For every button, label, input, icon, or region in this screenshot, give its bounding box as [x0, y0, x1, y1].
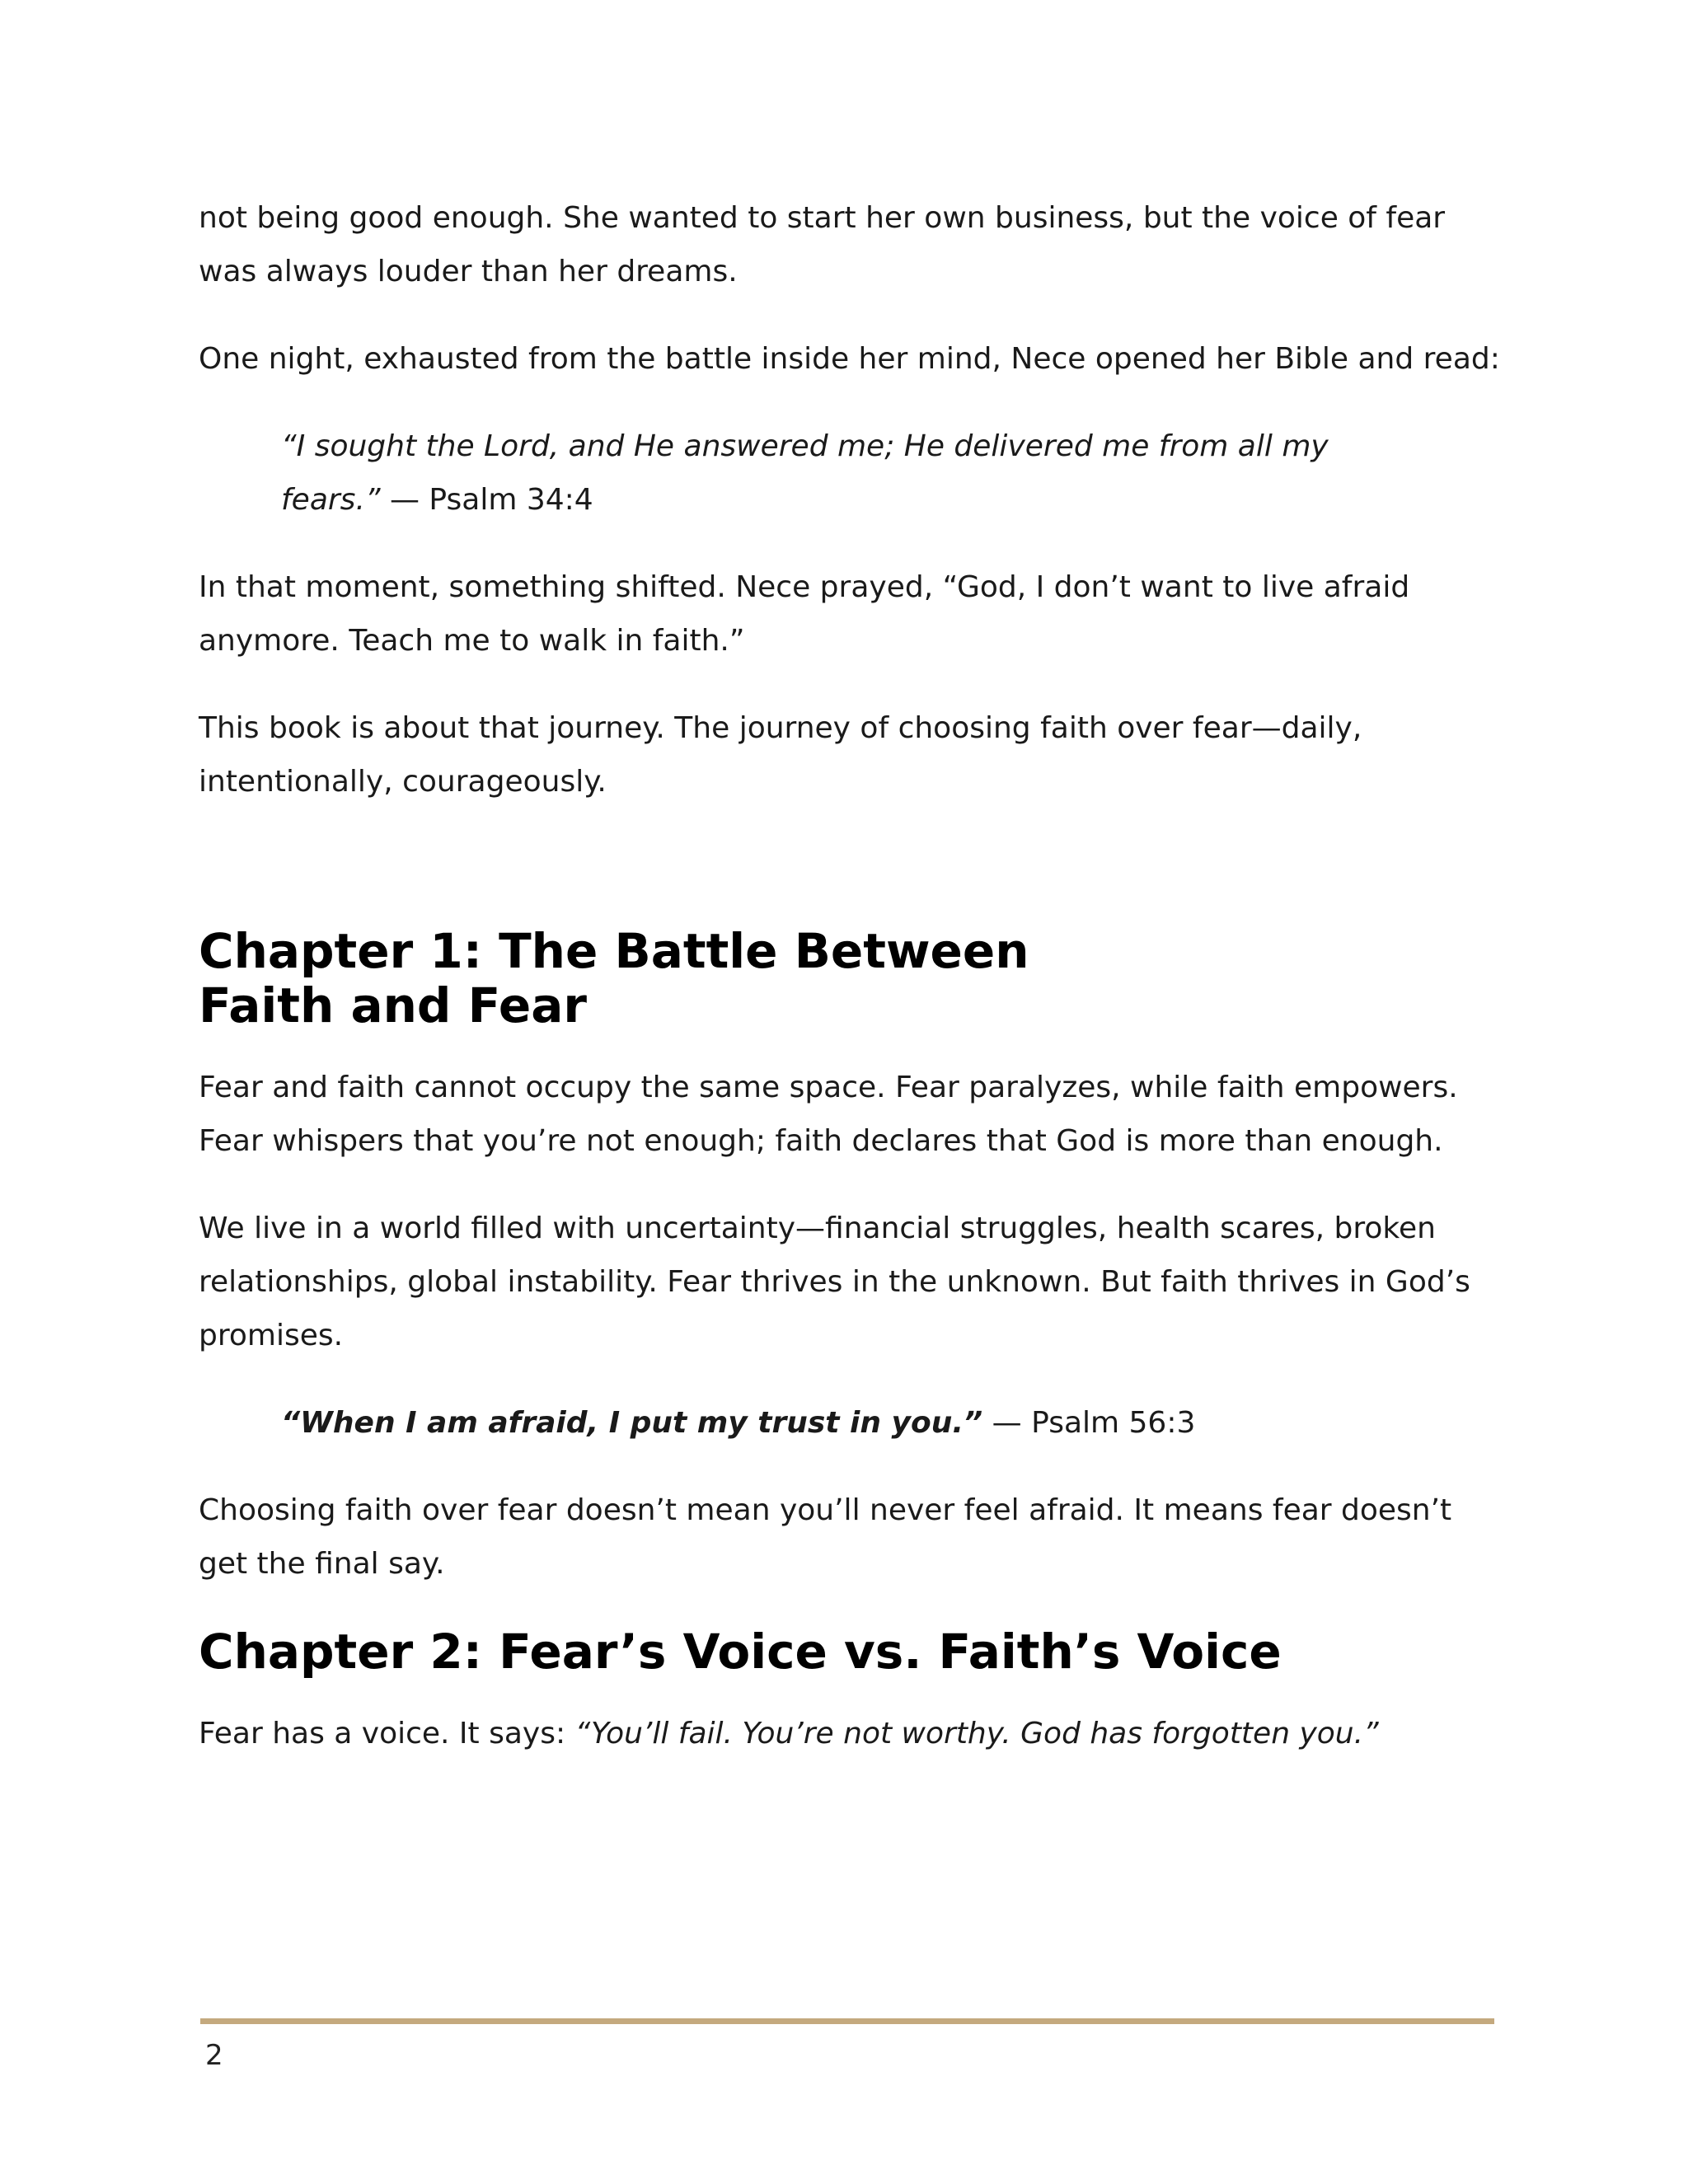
paragraph-prayer: In that moment, something shifted. Nece prayed, “God, I don’t want to live afraid anymore. Teach me to walk in faith.”: [199, 570, 1410, 658]
scripture-quote-text: “I sought the Lord, and He answered me; He delivered me from all my fears.”: [281, 429, 1329, 517]
chapter-1-paragraph-1: Fear and faith cannot occupy the same space. Fear paralyzes, while faith empowers. Fear whispers that you’re not enough; faith declares that God is more than enough.: [199, 1071, 1458, 1158]
paragraph-journey: This book is about that journey. The journey of choosing faith over fear—daily, intentionally, courageously.: [199, 711, 1362, 799]
chapter-1-paragraph-3: Choosing faith over fear doesn’t mean you’ll never feel afraid. It means fear doesn’t get the final say.: [199, 1493, 1452, 1581]
chapter-1-heading: Chapter 1: The Battle Between Faith and Fear: [199, 923, 1029, 1033]
chapter-2-paragraph-1: [199, 1707, 1501, 1760]
scripture-quote-reference: — Psalm 34:4: [380, 483, 593, 517]
scripture-quote-reference: — Psalm 56:3: [982, 1406, 1196, 1440]
page-content: [199, 191, 1501, 1794]
chapter-2-lead-text: Fear has a voice. It says:: [199, 1717, 575, 1750]
paragraph-bible-night: One night, exhausted from the battle inside her mind, Nece opened her Bible and read:: [199, 342, 1500, 376]
paragraph-intro-continued: not being good enough. She wanted to start her own business, but the voice of fear was always louder than her dreams.: [199, 201, 1446, 288]
scripture-quote-psalm-34: [281, 419, 1353, 527]
scripture-quote-text: “When I am afraid, I put my trust in you.”: [281, 1406, 983, 1440]
footer-divider: [200, 2018, 1494, 2024]
scripture-quote-psalm-56: [281, 1396, 1353, 1450]
page-number: 2: [205, 2039, 223, 2072]
chapter-1-paragraph-2: We live in a world filled with uncertainty—financial struggles, health scares, broken relationships, global instability. Fear thrives in the unknown. But faith thrives in God’s promises.: [199, 1212, 1470, 1352]
chapter-2-fear-quote: “You’ll fail. You’re not worthy. God has forgotten you.”: [574, 1717, 1379, 1750]
chapter-2-heading: Chapter 2: Fear’s Voice vs. Faith’s Voice: [199, 1624, 1282, 1680]
